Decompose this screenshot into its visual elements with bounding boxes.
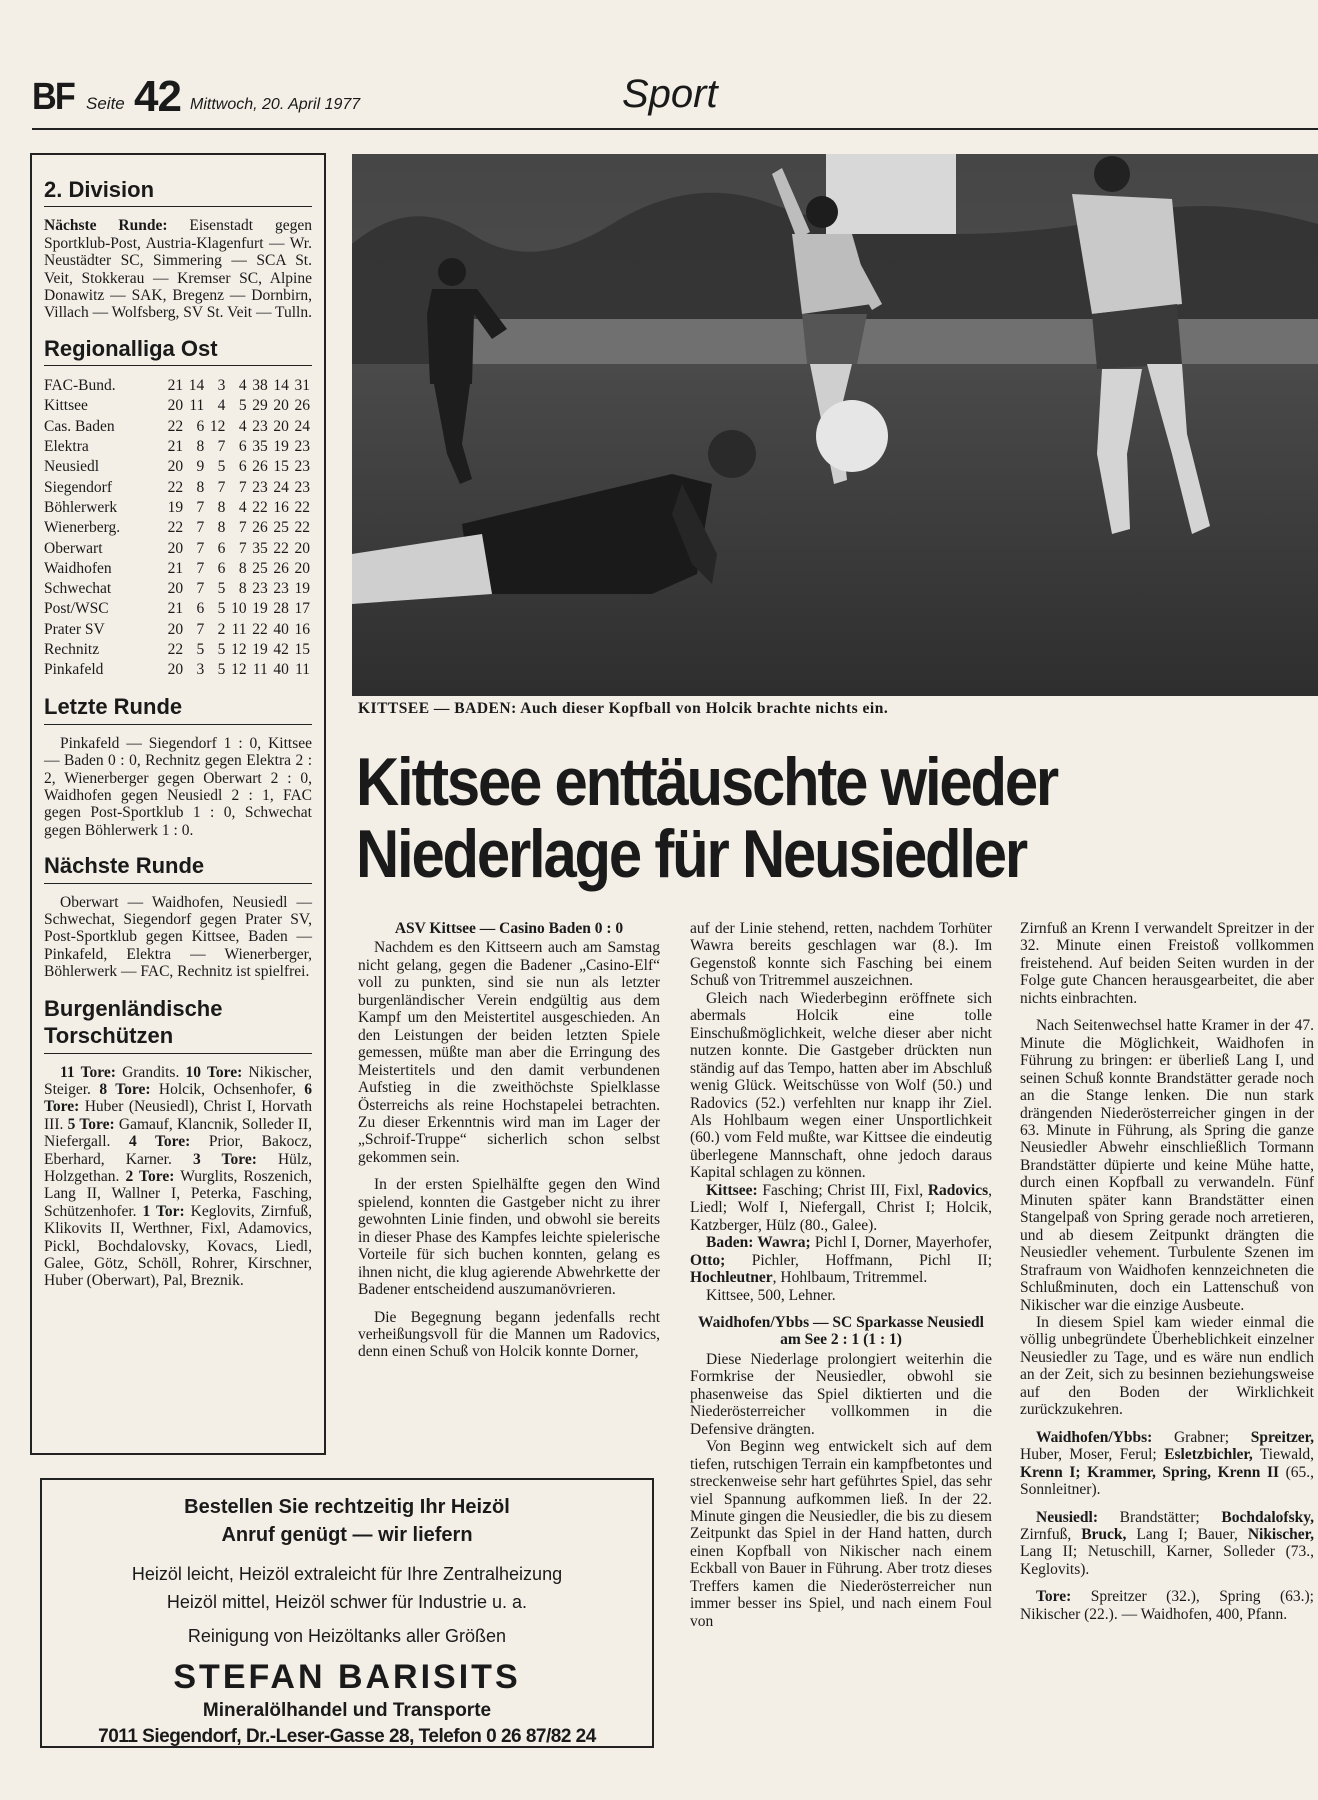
section-title: Sport [622,72,718,116]
heating-oil-advertisement [40,1478,654,1748]
table-stat: 20 [167,580,184,598]
table-stat: 20 [167,397,184,415]
match2-heading: Waidhofen/Ybbs — SC Sparkasse Neusiedl am See 2 : 1 (1 : 1) [698,1313,984,1349]
table-stat: 7 [196,620,205,638]
table-stat: 29 [252,397,268,415]
table-stat: 22 [167,641,184,659]
last-round-heading: Letzte Runde [44,694,312,724]
ad-address: 7011 Siegendorf, Dr.-Leser-Gasse 28, Telefon 0 26 87/82 24 [98,1726,596,1747]
page-number: 42 [134,72,181,121]
table-stat: 26 [252,458,268,476]
league-table-row [44,559,310,579]
table-stat: 6 [238,438,247,456]
league-table-row [44,579,310,599]
team-name: Cas. Baden [44,417,115,435]
lineup-baden: Baden: Wawra; Pichl I, Dorner, Mayerhofer, Otto; Pichler, Hoffmann, Pichl II; Hochleutner, Hohlbaum, Tritremmel. [690,1234,992,1287]
table-stat: 19 [273,438,289,456]
table-stat: 6 [217,539,226,557]
table-stat: 7 [196,580,205,598]
table-stat: 2 [217,620,226,638]
next-round-heading: Nächste Runde [44,853,312,883]
table-stat: 11 [231,620,247,638]
table-stat: 21 [167,377,184,395]
league-table-row [44,396,310,416]
league-table-row [44,457,310,477]
table-stat: 19 [252,600,268,618]
table-stat: 22 [273,539,289,557]
table-stat: 6 [196,417,205,435]
issue-date: Mittwoch, 20. April 1977 [190,96,361,113]
football [816,400,888,472]
ad-service-line: Reinigung von Heizöltanks aller Größen [187,1626,507,1646]
table-stat: 3 [196,661,205,679]
table-stat: 31 [294,377,310,395]
team-name: Waidhofen [44,559,112,577]
table-stat: 21 [167,600,184,618]
table-stat: 20 [294,539,310,557]
table-stat: 8 [196,478,205,496]
article-paragraph: Gleich nach Wiederbeginn eröffnete sich abermals Holcik eine tolle Einschußmöglichkeit, welche dieser aber nicht nutzen konnte. Die Gastgeber drückten nun ständig auf das Tempo, hatten aber im Abschluß wenig Glück. Weitschüsse von Wolf (50.) und Radovics (52.) verfehlten nur knapp ihr Ziel. Als Hohlbaum wegen einer Unsportlichkeit (60.) vom Feld mußte, war Kittsee die eindeutig überlegene Mannschaft, ohne jedoch daraus Kapital schlagen zu können. [690,989,992,1182]
table-stat: 16 [273,498,289,516]
table-stat: 7 [217,478,226,496]
table-stat: 40 [273,620,289,638]
lineup-kittsee: Kittsee: Fasching; Christ III, Fixl, Radovics, Liedl; Wolf I, Niefergall, Christ I; Holcik, Katzberger, Hülz (80., Galee). [690,1181,992,1234]
ad-product-line: Heizöl mittel, Heizöl schwer für Industrie u. a. [166,1592,528,1612]
article-column-2 [690,920,992,1630]
team-name: Böhlerwerk [44,498,118,516]
table-stat: 20 [167,458,184,476]
table-stat: 10 [231,600,247,618]
table-stat: 20 [167,620,184,638]
ad-product-line: Heizöl leicht, Heizöl extraleicht für Ihre Zentralheizung [131,1564,563,1584]
table-stat: 7 [238,539,247,557]
article-paragraph: In der ersten Spielhälfte gegen den Wind spielend, konnten die Gastgeber nicht zu ihrer gewohnten Linie finden, und obwohl sie bereits in dieser Phase des Kampfes leichte spielerische Vorteile für sich buchen konnten, gelang es ihnen nicht, die klug agierende Abwehrkette der Badener entscheidend auszumanövrieren. [358,1176,660,1299]
table-stat: 14 [188,377,205,395]
article-paragraph: Nach Seitenwechsel hatte Kramer in der 47. Minute die Möglichkeit, Waidhofen in Führung zu bringen: er überließ Lang I, und seinen Schuß konnte Brandstätter gerade noch an die Stange lenken. Die nun stark drängenden Niederösterreicher gingen in der 63. Minute in Führung, als Spring die ganze Neusiedler Abwehr einschließlich Tormann Brandstätter düpierte und keine Mühe hatte, durch einen Kopfball zu verwandeln. Fünf Minuten später kann Brandstätter einen Stangelpaß von Spring gerade noch arretieren, und ab diesem Zeitpunkt drängten die Neusiedler vehement. Turbulente Szenen im Strafraum von Waidhofen kennzeichneten die Schlußminuten, doch ein Lattenschuß von Nikischer war die einzige Ausbeute. [1020,1017,1314,1314]
table-stat: 26 [252,519,268,537]
next-round-fixtures: Oberwart — Waidhofen, Neusiedl — Schwechat, Siegendorf gegen Prater SV, Post-Sportklub gegen Kittsee, Baden — Pinkafeld, Elektra — Wienerberger, Böhlerwerk — FAC, Rechnitz ist spielfrei. [44,893,312,981]
table-stat: 23 [294,458,310,476]
league-table-row [44,620,310,640]
league-table-row [44,376,310,396]
table-stat: 4 [238,498,247,516]
table-stat: 14 [273,377,289,395]
table-stat: 20 [294,559,310,577]
table-stat: 25 [273,519,289,537]
table-stat: 42 [273,641,289,659]
table-stat: 12 [231,641,247,659]
article-column-1 [358,920,660,1361]
table-stat: 20 [167,539,184,557]
table-stat: 7 [196,519,205,537]
table-stat: 21 [167,559,184,577]
league-table-row [44,417,310,437]
table-stat: 23 [252,580,268,598]
table-stat: 23 [252,417,268,435]
lineup-neusiedl: Neusiedl: Brandstätter; Bochdalofsky, Zirnfuß, Bruck, Lang I; Bauer, Nikischer, Lang II; Netuschill, Karner, Solleder (73., Keglovits). [1020,1508,1314,1578]
table-stat: 7 [196,498,205,516]
table-stat: 5 [217,600,226,618]
table-stat: 40 [273,661,289,679]
team-name: Prater SV [44,620,105,638]
article-paragraph: Die Begegnung begann jedenfalls recht verheißungsvoll für die Mannen um Radovics, denn einen Schuß von Holcik konnte Dorner, [358,1308,660,1361]
table-stat: 7 [238,519,247,537]
article-paragraph: Diese Niederlage prolongiert weiterhin die Formkrise der Neusiedler, obwohl sie phasenweise das Spiel diktierten und die Niederösterreicher vollkommen in die Defensive drängten. [690,1350,992,1438]
table-stat: 11 [189,397,205,415]
article-paragraph: Zirnfuß an Krenn I verwandelt Spreitzer in der 32. Minute einen Freistoß vollkommen freistehend. Auf beiden Seiten wurden in der Folge gute Chancen herausgearbeitet, die aber nichts einbrachten. [1020,920,1314,1007]
headline-line-2: Niederlage für Neusiedler [356,816,1026,892]
table-stat: 20 [273,397,289,415]
table-stat: 5 [217,641,226,659]
table-stat: 5 [217,661,226,679]
table-stat: 8 [238,580,247,598]
table-stat: 25 [252,559,268,577]
ad-headline: Bestellen Sie rechtzeitig Ihr Heizöl [184,1496,510,1518]
table-stat: 22 [294,519,310,537]
article-paragraph: In diesem Spiel kam wieder einmal die völlig unbegründete Überheblichkeit einzelner Neusiedler zu Tage, und es wäre nun endlich an der Zeit, sich zu besinnen beziehungsweise auf den Boden der Wirklichkeit zurückzukehren. [1020,1313,1314,1419]
team-name: Schwechat [44,580,112,598]
table-stat: 35 [252,539,268,557]
league-table-row [44,660,310,680]
table-stat: 23 [294,438,310,456]
table-stat: 4 [238,417,247,435]
ad-subheadline: Anruf genügt — wir liefern [221,1524,473,1546]
table-stat: 4 [238,377,247,395]
league-table-row [44,498,310,518]
page-label: Seite [86,94,125,113]
league-table-row [44,478,310,498]
table-stat: 9 [196,458,205,476]
match-photo [352,154,1318,696]
league-table-row [44,599,310,619]
table-stat: 38 [252,377,268,395]
regionalliga-heading: Regionalliga Ost [44,336,312,366]
table-stat: 23 [294,478,310,496]
table-stat: 6 [196,600,205,618]
table-stat: 22 [167,417,184,435]
table-stat: 26 [294,397,310,415]
table-stat: 26 [273,559,289,577]
table-stat: 8 [217,498,226,516]
table-stat: 28 [273,600,289,618]
match1-attendance: Kittsee, 500, Lehner. [706,1286,836,1304]
team-name: Rechnitz [44,641,100,659]
table-stat: 19 [167,498,184,516]
scorers-heading: Burgenländische Torschützen [44,995,312,1054]
team-name: Siegendorf [44,478,113,496]
scorers-list: 11 Tore: Grandits. 10 Tore: Nikischer, Steiger. 8 Tore: Holcik, Ochsenhofer, 6 Tore: Huber (Neusiedl), Christ I, Horvath III. 5 Tore: Gamauf, Klancnik, Solleder II, Niefergall. 4 Tore: Prior, Bakocz, Eberhard, Karner. 3 Tore: Hülz, Holzgethan. 2 Tore: Wurglits, Roszenich, Lang II, Wallner I, Peterka, Fasching, Schützenhofer. 1 Tor: Keglovits, Zirnfuß, Klikovits II, Werthner, Fixl, Adamovics, Pickl, Bochdalovsky, Kovacs, Liedl, Galee, Götz, Schöll, Rohrer, Kirschner, Huber (Oberwart), Pal, Breznik. [44,1063,312,1290]
table-stat: 5 [217,458,226,476]
table-stat: 16 [294,620,310,638]
division2-fixtures: Nächste Runde: Eisenstadt gegen Sportklub-Post, Austria-Klagenfurt — Wr. Neustädter SC, Simmering — SCA St. Veit, Stokkerau — Kremser SC, Alpine Donawitz — SAK, Bregenz — Dornbirn, Villach — Wolfsberg, SV St. Veit — Tulln. [44,217,312,322]
article-paragraph: auf der Linie stehend, retten, nachdem Torhüter Wawra bereits geschlagen war (8.). Im Gegenstoß konnte sich Fasching bei einem Schuß von Tritremmel auszeichnen. [690,920,992,990]
team-name: Kittsee [44,397,88,415]
league-table-row [44,640,310,660]
headline-line-1: Kittsee enttäuschte wieder [356,744,1058,820]
table-stat: 22 [167,478,184,496]
team-name: Neusiedl [44,458,100,476]
newspaper-logo: BF [32,76,74,118]
match1-heading: ASV Kittsee — Casino Baden 0 : 0 [394,920,624,937]
lineup-waidhofen: Waidhofen/Ybbs: Grabner; Spreitzer, Huber, Moser, Ferul; Esletzbichler, Tiewald, Krenn I; Krammer, Spring, Krenn II (65., Sonnleitner). [1020,1428,1315,1499]
table-stat: 5 [217,580,226,598]
article-column-3 [1020,920,1314,1623]
team-name: Elektra [44,438,89,456]
last-round-results: Pinkafeld — Siegendorf 1 : 0, Kittsee — Baden 0 : 0, Rechnitz gegen Elektra 2 : 2, Wienerberger gegen Oberwart 2 : 0, Waidhofen gegen Neusiedl 2 : 1, FAC gegen Post-Sportklub 1 : 0, Schwechat gegen Böhlerwerk 1 : 0. [44,734,312,839]
table-stat: 22 [252,498,268,516]
league-table [44,376,310,680]
table-stat: 4 [217,397,226,415]
table-stat: 22 [167,519,184,537]
table-stat: 22 [294,498,310,516]
table-stat: 8 [196,438,205,456]
table-stat: 6 [217,559,226,577]
league-table-row [44,538,310,558]
table-stat: 5 [238,397,247,415]
table-stat: 19 [252,641,268,659]
team-name: Pinkafeld [44,661,104,679]
table-stat: 7 [196,539,205,557]
table-stat: 6 [238,458,247,476]
table-stat: 22 [252,620,268,638]
table-stat: 24 [273,478,289,496]
table-stat: 8 [217,519,226,537]
team-name: Oberwart [44,539,103,557]
table-stat: 23 [273,580,289,598]
table-stat: 15 [294,641,310,659]
article-paragraph: Von Beginn weg entwickelt sich auf dem tiefen, rutschigen Terrain ein kampfbetontes und streckenweise sehr hart geführtes Spiel, das sehr viel Spannung aufkommen ließ. In der 22. Minute gingen die Neusiedler, die bis zu diesem Zeitpunkt das Spiel in der Hand hatten, durch einen Kopfball von Nikischer nach einem Eckball von Bauer in Führung. Aber trotz dieses Treffers kamen die Niederösterreicher nun immer besser ins Spiel, und nach einem Foul von [690,1438,992,1630]
team-name: Post/WSC [44,600,109,618]
table-stat: 23 [252,478,268,496]
table-stat: 35 [252,438,268,456]
photo-caption: KITTSEE — BADEN: Auch dieser Kopfball von Holcik brachte nichts ein. [358,700,889,717]
article-paragraph: Nachdem es den Kittseern auch am Samstag nicht gelang, gegen die Badener „Casino-Elf“ voll zu punkten, sind sie nun als letzter burgenländischer Verein endgültig aus dem Kampf um den Meistertitel ausgeschieden. An den Leistungen der beiden letzten Spiele gemessen, müßte man aber die Erringung des Meistertitels und den damit verbundenen Aufstieg in die zweithöchste Spielklasse Österreichs als reine Hochstapelei betrachten. Zu dieser Erkenntnis wird man im Lager der „Schroif-Truppe“ sicherlich schon selbst gekommen sein. [358,939,660,1166]
league-table-row [44,437,310,457]
team-name: FAC-Bund. [44,377,116,395]
masthead [32,70,1318,130]
table-stat: 17 [294,600,310,618]
ad-company-name: STEFAN BARISITS [173,1658,521,1696]
table-stat: 7 [217,438,226,456]
table-stat: 8 [238,559,247,577]
table-stat: 21 [167,438,184,456]
table-stat: 7 [238,478,247,496]
table-stat: 19 [294,580,310,598]
table-stat: 24 [294,417,310,435]
table-stat: 3 [217,377,226,395]
results-sidebar [30,153,326,1455]
table-stat: 20 [167,661,184,679]
ad-company-business: Mineralölhandel und Transporte [202,1700,492,1721]
league-table-row [44,518,310,538]
division2-heading: 2. Division [44,177,312,207]
table-stat: 20 [273,417,289,435]
table-stat: 11 [252,661,268,679]
team-name: Wienerberg. [44,519,121,537]
table-stat: 15 [273,458,289,476]
match2-goals: Tore: Spreitzer (32.), Spring (63.); Nikischer (22.). — Waidhofen, 400, Pfann. [1020,1588,1314,1623]
table-stat: 12 [231,661,247,679]
table-stat: 11 [295,661,310,679]
table-stat: 7 [196,559,205,577]
table-stat: 12 [209,417,226,435]
table-stat: 5 [196,641,205,659]
